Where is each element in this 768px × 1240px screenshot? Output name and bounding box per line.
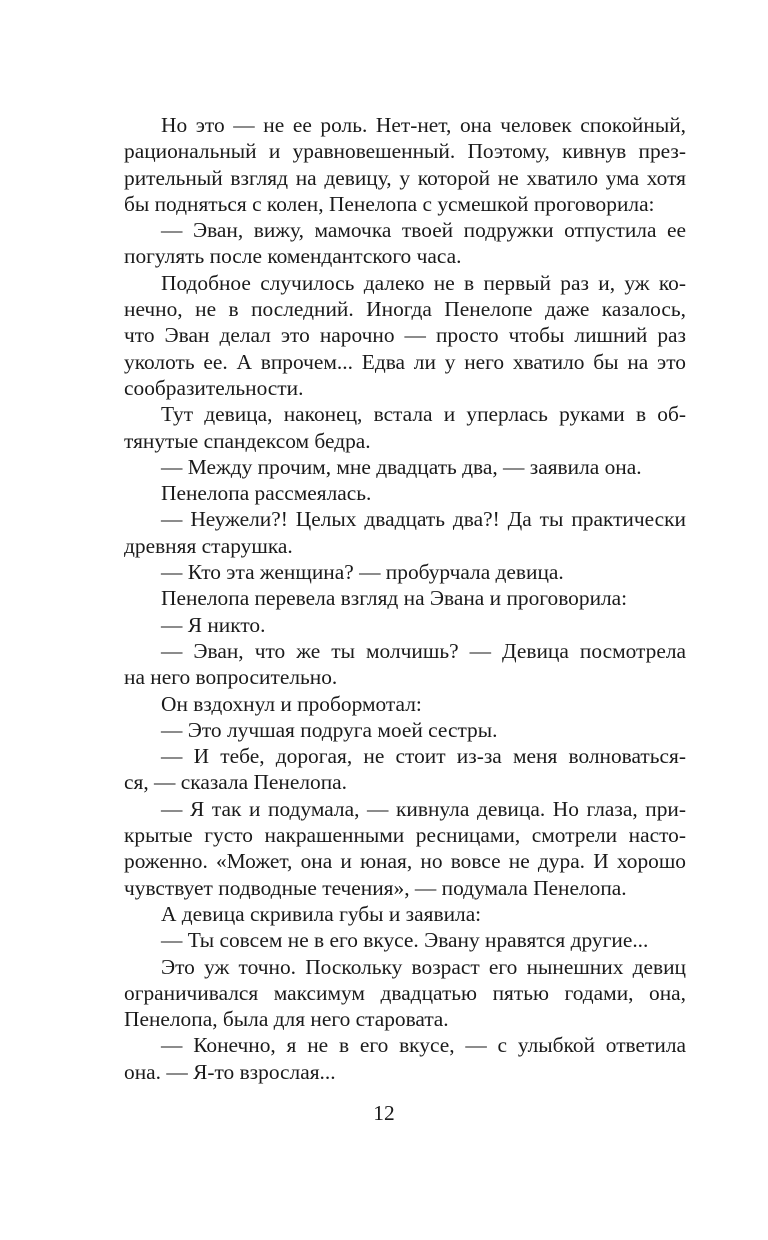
text-line: Он вздохнул и пробормотал: (161, 691, 422, 716)
text-line: — Эван, вижу, мамочка твоей подружки отпустила ее (161, 218, 686, 243)
text-line: ся, — сказала Пенелопа. (124, 770, 348, 795)
text-line: Пенелопа перевела взгляд на Эвана и проговорила: (161, 586, 628, 611)
text-line: — Это лучшая подруга моей сестры. (161, 717, 498, 742)
text-line: Пенелопа рассмеялась. (161, 481, 372, 506)
text-line: — Кто эта женщина? — пробурчала девица. (161, 560, 564, 585)
text-line: роженно. «Может, она и юная, но вовсе не дура. И хорошо (124, 849, 686, 874)
text-line: на него вопросительно. (124, 665, 338, 690)
text-line: Подобное случилось далеко не в первый раз и, уж ко- (161, 270, 686, 295)
text-line: Тут девица, наконец, встала и уперлась руками в об- (161, 402, 686, 427)
text-line: рительный взгляд на девицу, у которой не хватило ума хотя (124, 165, 686, 190)
text-line: бы подняться с колен, Пенелопа с усмешкой проговорила: (124, 191, 655, 216)
text-line: тянутые спандексом бедра. (124, 428, 371, 453)
text-line: — Эван, что же ты молчишь? — Девица посмотрела (161, 638, 686, 663)
text-line: А девица скривила губы и заявила: (161, 901, 482, 926)
text-line: погулять после комендантского часа. (124, 244, 462, 269)
text-line: что Эван делал это нарочно — просто чтобы лишний раз (124, 323, 686, 348)
text-line: уколоть ее. А впрочем... Едва ли у него хватило бы на это (124, 349, 686, 374)
text-line: Это уж точно. Поскольку возраст его нынешних девиц (161, 954, 686, 979)
text-line: — Ты совсем не в его вкусе. Эвану нравятся другие... (161, 928, 649, 953)
text-line: рациональный и уравновешенный. Поэтому, кивнув през- (124, 139, 686, 164)
text-line: она. — Я-то взрослая... (124, 1059, 336, 1084)
text-line: — Я так и подумала, — кивнула девица. Но глаза, при- (161, 796, 686, 821)
page-number: 12 (373, 1101, 395, 1125)
text-line: — Я никто. (161, 612, 266, 637)
text-line: сообразительности. (124, 375, 304, 400)
book-page-text (124, 112, 686, 1085)
text-line: — И тебе, дорогая, не стоит из-за меня волноваться- (161, 744, 686, 769)
text-line: древняя старушка. (124, 533, 293, 558)
text-line: Но это — не ее роль. Нет-нет, она человек спокойный, (161, 113, 686, 137)
text-line: нечно, не в последний. Иногда Пенелопе даже казалось, (124, 297, 686, 322)
text-line: — Неужели?! Целых двадцать два?! Да ты практически (161, 507, 686, 532)
text-line: крытые густо накрашенными ресницами, смотрели насто- (124, 823, 686, 848)
text-line: ограничивался максимум двадцатью пятью годами, она, (124, 980, 686, 1005)
text-line: Пенелопа, была для него староватa. (124, 1007, 449, 1032)
text-line: — Между прочим, мне двадцать два, — заявила она. (161, 454, 642, 479)
text-line: чувствует подводные течения», — подумала Пенелопа. (124, 875, 627, 900)
text-line: — Конечно, я не в его вкусе, — с улыбкой ответила (161, 1033, 686, 1058)
